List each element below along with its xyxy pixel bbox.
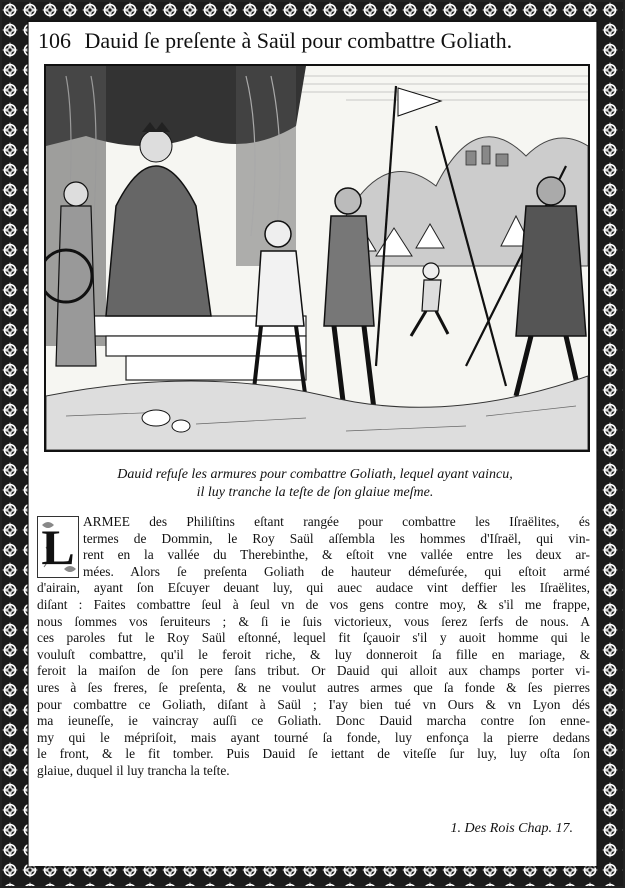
page-title: Dauid ſe preſente à Saül pour combattre Goliath. bbox=[84, 28, 513, 53]
text-line: diſant : Faites combattre ſeul à ſeul vn de vos gens contre moy, & s'il me frappe, bbox=[37, 596, 590, 612]
text-line: glaiue, duquel il luy trancha la teſte. bbox=[37, 762, 230, 778]
illustration-caption bbox=[40, 466, 590, 502]
text-line: nous ſommes vos ſeruiteurs ; & ſi ie ſuis victorieux, vous ſerez ſerfs de nous. A bbox=[37, 613, 590, 629]
page-number: 106 bbox=[38, 28, 71, 53]
text-line: termes de Dommin, le Roy Saül aſſembla les hommes d'Iſraël, qui vin- bbox=[83, 530, 590, 546]
initial-letter: L bbox=[41, 519, 75, 575]
body-text bbox=[37, 514, 590, 780]
text-line: pour combattre ce Goliath, diſant à Saül ; I'ay bien tué vn Ours & vn Lyon dés bbox=[37, 696, 590, 712]
page-header bbox=[38, 26, 593, 56]
text-line: le front, & le fit tomber. Puis Dauid ſe iettant de viteſſe ſur luy, luy oſta ſon bbox=[37, 746, 590, 762]
text-line: vouluſt combattre, qu'il le feroit riche, & luy donneroit ſa fille en mariage, & bbox=[37, 646, 590, 662]
text-line: ces paroles fut le Roy Saül eſtonné, lequel fit ſçauoir s'il y auoit homme qui le bbox=[37, 630, 590, 646]
text-line: ARMEE des Philiſtins eſtant rangée pour combattre les Iſraëlites, és bbox=[83, 514, 590, 529]
text-line: rent en la vallée du Therebinthe, & eſtoit vne vallée entre les deux ar- bbox=[83, 547, 590, 563]
caption-line: Dauid refuſe les armures pour combattre Goliath, lequel ayant vaincu, bbox=[117, 467, 513, 482]
text-line: ures à ſes freres, ſe preſenta, & ne voulut autres armes que ſa fonde & ſes pierres bbox=[37, 679, 590, 695]
text-line: my qui le mépriſoit, mais ayant tourné ſa fonde, luy enfonça la pierre dedans bbox=[37, 729, 590, 745]
text-line: d'airain, ayant ſon Eſcuyer deuant luy, qui auec audace vint deffier les Iſraëlites, bbox=[37, 580, 590, 596]
text-line: ma ieuneſſe, ie vaincray auſſi ce Goliath. Donc Dauid marcha contre ſon enne- bbox=[37, 713, 590, 729]
woodcut-illustration bbox=[44, 64, 590, 452]
scripture-reference: 1. Des Rois Chap. 17. bbox=[450, 821, 573, 836]
caption-line: il luy tranche la teſte de ſon glaiue meſme. bbox=[196, 485, 434, 500]
text-line: mées. Alors ſe preſenta Goliath de hauteur démeſurée, qui eſtoit armé bbox=[83, 563, 590, 579]
text-line: feroit la maiſon de ſon pere ſans tribut. Or Dauid qui alloit aux champs porter vi- bbox=[37, 663, 590, 679]
